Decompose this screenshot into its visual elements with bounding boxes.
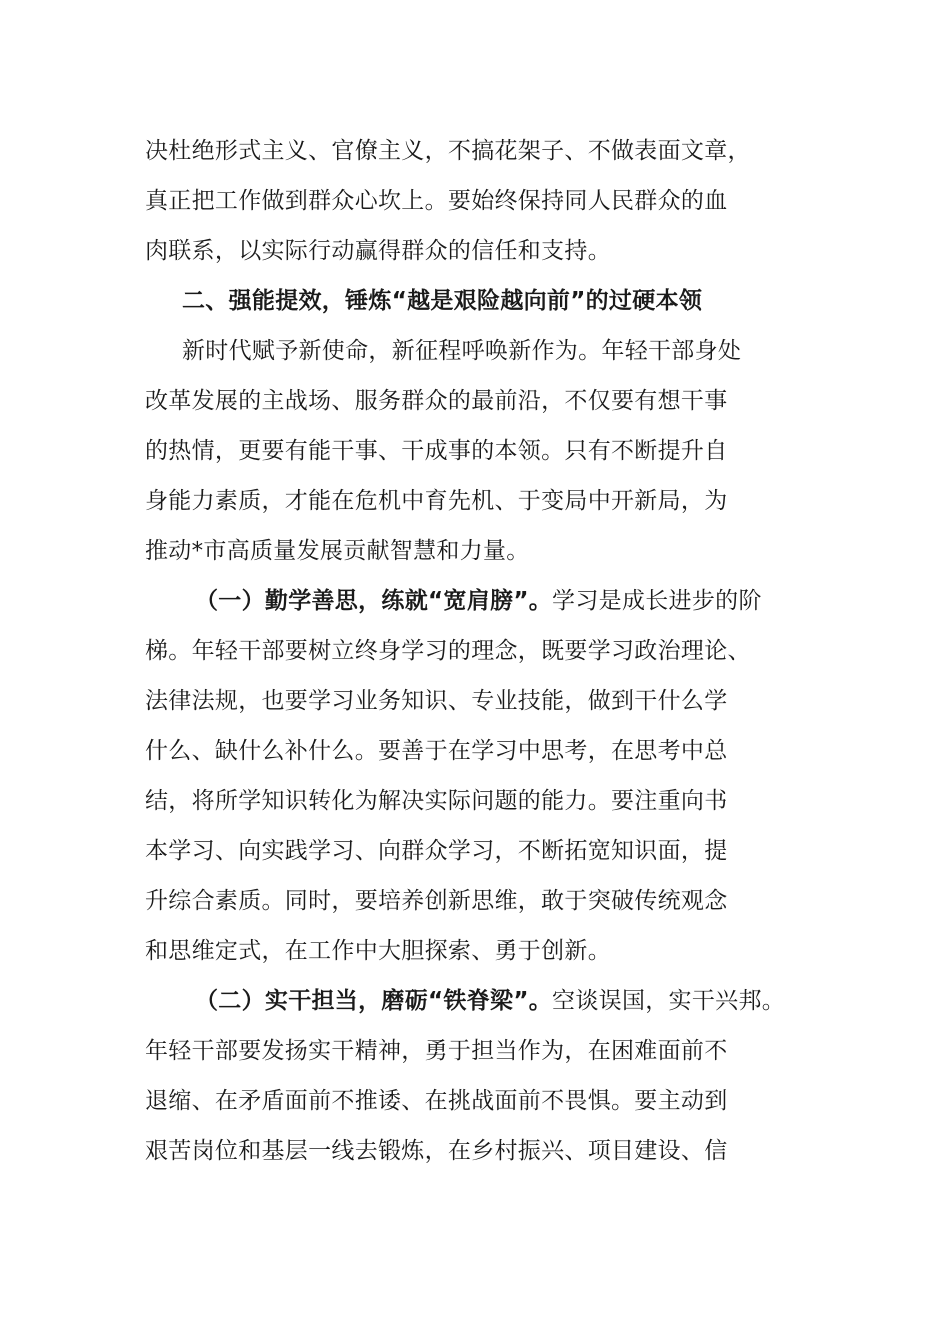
paragraph-line: 新时代赋予新使命，新征程呼唤新作为。年轻干部身处 (182, 338, 742, 364)
paragraph-text: 空谈误国，实干兴邦。 (552, 988, 786, 1014)
paragraph-line: 本学习、向实践学习、向群众学习，不断拓宽知识面，提 (145, 838, 728, 864)
paragraph-line: 什么、缺什么补什么。要善于在学习中思考，在思考中总 (145, 738, 728, 764)
document-body (145, 126, 805, 1176)
paragraph-line: 升综合素质。同时，要培养创新思维，敢于突破传统观念 (145, 888, 728, 914)
paragraph-line: 法律法规，也要学习业务知识、专业技能，做到干什么学 (145, 688, 728, 714)
subsection-line (145, 976, 805, 1026)
paragraph-line: 梯。年轻干部要树立终身学习的理念，既要学习政治理论、 (145, 638, 751, 664)
paragraph-line: 年轻干部要发扬实干精神，勇于担当作为，在困难面前不 (145, 1038, 728, 1064)
subsection-heading: （一）勤学善思，练就“宽肩膀”。 (195, 588, 553, 614)
paragraph-line: 推动*市高质量发展贡献智慧和力量。 (145, 538, 530, 564)
paragraph-line: 和思维定式，在工作中大胆探索、勇于创新。 (145, 938, 611, 964)
paragraph-line: 结，将所学知识转化为解决实际问题的能力。要注重向书 (145, 788, 728, 814)
paragraph-line: 退缩、在矛盾面前不推诿、在挑战面前不畏惧。要主动到 (145, 1088, 728, 1114)
paragraph-line: 肉联系，以实际行动赢得群众的信任和支持。 (145, 238, 611, 264)
paragraph-line: 的热情，更要有能干事、干成事的本领。只有不断提升自 (145, 438, 728, 464)
paragraph-line: 改革发展的主战场、服务群众的最前沿，不仅要有想干事 (145, 388, 728, 414)
section-heading: 二、强能提效，锤炼“越是艰险越向前”的过硬本领 (182, 288, 703, 314)
paragraph-line: 艰苦岗位和基层一线去锻炼，在乡村振兴、项目建设、信 (145, 1138, 728, 1164)
paragraph-line: 决杜绝形式主义、官僚主义，不搞花架子、不做表面文章， (145, 138, 751, 164)
subsection-line (145, 576, 805, 626)
paragraph-line: 真正把工作做到群众心坎上。要始终保持同人民群众的血 (145, 188, 728, 214)
paragraph-line: 身能力素质，才能在危机中育先机、于变局中开新局，为 (145, 488, 728, 514)
subsection-heading: （二）实干担当，磨砺“铁脊梁”。 (195, 988, 553, 1014)
paragraph-text: 学习是成长进步的阶 (552, 588, 762, 614)
